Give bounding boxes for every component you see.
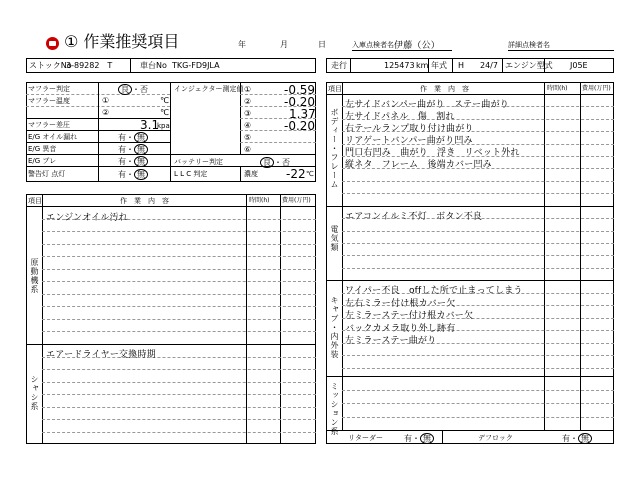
electric-section-label: 電気類 xyxy=(330,225,339,252)
muffler-diff-label: マフラー差圧 xyxy=(28,121,70,129)
ruling-line xyxy=(42,331,316,332)
inj-value-1: -0.59 xyxy=(284,83,316,97)
ruling-line xyxy=(42,394,316,395)
right-col-item: 項目 xyxy=(328,85,342,93)
concentration-value: -22 xyxy=(286,167,306,181)
muffler-diff-value: 3.1 xyxy=(140,118,160,132)
day-label: 日 xyxy=(318,40,326,49)
left-col-cost: 費用(万円) xyxy=(282,197,311,204)
model-value: TKG-FD9JLA xyxy=(172,61,220,70)
abnormal-sound-label: E/G 異音 xyxy=(28,145,57,153)
right-col-hours: 時間(h) xyxy=(547,85,568,92)
cab-row-4: バックカメラ取り外し跡有 xyxy=(345,324,456,334)
diff-lock-label: デフロック xyxy=(478,434,513,442)
inspector-label: 入庫点検者名 xyxy=(352,41,394,49)
ruling-line xyxy=(342,181,614,182)
ruling-line xyxy=(342,368,614,369)
inj-label-3: ③ xyxy=(244,109,252,118)
inj-label-4: ④ xyxy=(244,121,252,130)
concentration-unit: ℃ xyxy=(306,170,314,178)
muffler-judge-label: マフラー判定 xyxy=(28,85,70,93)
ruling-line xyxy=(42,407,316,408)
ruling-line xyxy=(42,231,316,232)
llc-label: L L C 判定 xyxy=(174,170,208,178)
left-col-work: 作 業 内 容 xyxy=(120,197,169,205)
cab-row-3: 左ミラーステー付け根カバー欠 xyxy=(345,311,474,321)
inj-value-4: -0.20 xyxy=(284,119,316,133)
mission-section-label: ミッション系 xyxy=(330,382,339,436)
ruling-line xyxy=(42,369,316,370)
model-label: 車台No xyxy=(140,61,167,70)
temp1-label: ① xyxy=(102,96,110,105)
ruling-line xyxy=(342,255,614,256)
month-label: 月 xyxy=(280,40,288,49)
temp1-unit: ℃ xyxy=(160,96,169,105)
muffler-judge-value: 良 ・否 xyxy=(118,84,148,95)
ruling-line xyxy=(342,193,614,194)
electric-row-1: エアコンイルミ不灯 ボタン不良 xyxy=(345,212,483,222)
chassis-row-1: エアードライヤー交換時期 xyxy=(46,350,156,360)
body-row-2: 左サイドパネル 傷 割れ xyxy=(345,112,455,122)
chassis-section-label: シャシ系 xyxy=(30,375,39,411)
shake-label: E/G ブレ xyxy=(28,157,57,165)
retarder-label: リターダー xyxy=(348,434,383,442)
battery-label: バッテリー判定 xyxy=(174,158,223,166)
temp2-unit: ℃ xyxy=(160,108,169,117)
cab-row-5: 左ミラーステー曲がり xyxy=(345,336,437,346)
ruling-line xyxy=(42,319,316,320)
body-section-label: ボディー・フレーム xyxy=(330,108,339,189)
engine-row-1: エンジンオイル汚れ xyxy=(46,213,128,223)
ruling-line xyxy=(42,294,316,295)
muffler-diff-unit: kpa xyxy=(157,122,170,130)
temp2-label: ② xyxy=(102,108,110,117)
ruling-line xyxy=(342,231,614,232)
ruling-line xyxy=(42,306,316,307)
ruling-line xyxy=(342,243,614,244)
cab-row-2: 左右ミラー付け根カバー欠 xyxy=(345,299,456,309)
oil-leak-label: E/G オイル漏れ xyxy=(28,133,78,141)
warning-lamp-value: 有・ 無 xyxy=(118,169,148,180)
ruling-line xyxy=(342,417,614,418)
mileage-value: 125473 xyxy=(384,61,415,70)
right-col-work: 作 業 内 容 xyxy=(420,85,469,93)
engine-section-label: 原動機系 xyxy=(30,258,39,294)
ruling-line xyxy=(42,244,316,245)
year-model-label: 年式 xyxy=(431,61,447,70)
left-col-hours: 時間(h) xyxy=(249,197,270,204)
ruling-line xyxy=(42,256,316,257)
mileage-unit: km xyxy=(416,61,429,70)
inj-value-3: 1.37 xyxy=(289,107,316,121)
ruling-line xyxy=(342,355,614,356)
stock-label: ストックNo xyxy=(29,61,72,70)
abnormal-sound-value: 有・ 無 xyxy=(118,144,148,155)
ruling-line xyxy=(342,403,614,404)
year-era: H xyxy=(458,61,465,70)
cab-row-1: ワイパー不良 offした所で止まってしまう xyxy=(345,286,523,296)
ruling-line xyxy=(342,268,614,269)
oil-leak-value: 有・ 無 xyxy=(118,132,148,143)
inj-value-2: -0.20 xyxy=(284,95,316,109)
inj-label-1: ① xyxy=(244,85,252,94)
cab-section-label: キャブ・内外装 xyxy=(330,296,339,359)
concentration-label: 濃度 xyxy=(244,170,258,178)
ruling-line xyxy=(42,382,316,383)
left-col-item: 項目 xyxy=(28,197,42,205)
inspector-name: 伊藤（公） xyxy=(394,41,441,51)
page-title: ① 作業推奨項目 xyxy=(64,32,180,51)
engine-label: エンジン型式 xyxy=(505,61,553,70)
body-row-6: 縦ネタ フレーム 後端カバー凹み xyxy=(345,160,492,170)
battery-value: 良 ・否 xyxy=(260,157,290,168)
mileage-label: 走行 xyxy=(331,61,347,70)
injector-label: インジェクター測定値 xyxy=(174,85,244,93)
ruling-line xyxy=(342,390,614,391)
inj-label-6: ⑥ xyxy=(244,145,252,154)
ruling-line xyxy=(42,432,316,433)
inj-label-2: ② xyxy=(244,97,252,106)
diff-lock-value: 有・ 無 xyxy=(562,433,592,444)
ruling-line xyxy=(42,419,316,420)
detail-inspector-label: 詳細点検者名 xyxy=(508,41,550,49)
year-value: 24/7 xyxy=(480,61,498,70)
ruling-line xyxy=(42,269,316,270)
warning-lamp-label: 警告灯 点灯 xyxy=(28,170,66,178)
inj-label-5: ⑤ xyxy=(244,133,252,142)
muffler-temp-label: マフラー温度 xyxy=(28,97,70,105)
body-row-1: 左サイドバンパー曲がり ステー曲がり xyxy=(345,100,509,110)
body-row-4: リアゲートバンパー曲がり凹み xyxy=(345,136,473,146)
retarder-value: 有・ 無 xyxy=(404,433,434,444)
body-row-3: 右テールランプ取り付け曲がり xyxy=(345,124,474,134)
shake-value: 有・ 無 xyxy=(118,156,148,167)
stock-value: 3-89282 T xyxy=(66,61,113,70)
logo-icon xyxy=(46,37,59,50)
body-row-5: 門口右凹み 曲がり 浮き リベット外れ xyxy=(345,148,520,158)
right-col-cost: 費用(万円) xyxy=(582,85,611,92)
year-label: 年 xyxy=(238,40,246,49)
engine-value: J05E xyxy=(570,61,588,70)
ruling-line xyxy=(42,281,316,282)
